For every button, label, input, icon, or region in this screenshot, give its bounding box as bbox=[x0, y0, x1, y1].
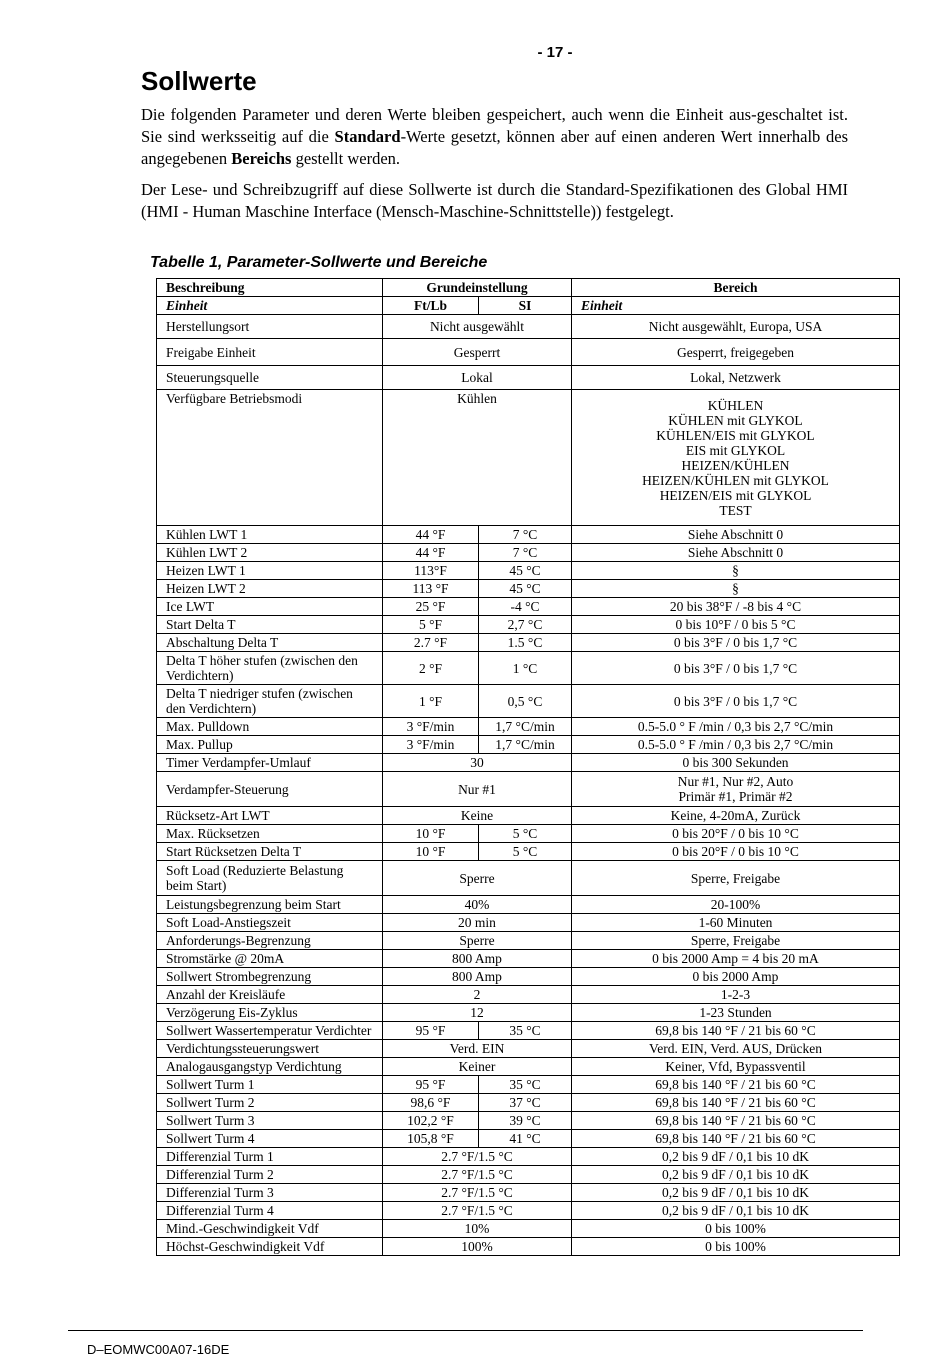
range-value: Gesperrt, freigegeben bbox=[572, 339, 900, 366]
range-value: 0 bis 10°F / 0 bis 5 °C bbox=[572, 616, 900, 634]
range-value: Sperre, Freigabe bbox=[572, 861, 900, 896]
range-value: Siehe Abschnitt 0 bbox=[572, 544, 900, 562]
table-caption: Tabelle 1, Parameter-Sollwerte und Bereiche bbox=[150, 254, 488, 271]
document-code: D–EOMWC00A07-16DE bbox=[87, 1342, 230, 1357]
range-value: 69,8 bis 140 °F / 21 bis 60 °C bbox=[572, 1076, 900, 1094]
table-row bbox=[157, 807, 900, 825]
parameter-name: Verzögerung Eis-Zyklus bbox=[157, 1004, 383, 1022]
table-row bbox=[157, 562, 900, 580]
default-value: Nicht ausgewählt bbox=[383, 315, 572, 339]
table-row bbox=[157, 968, 900, 986]
range-value: Keine, 4-20mA, Zurück bbox=[572, 807, 900, 825]
range-value: 0,2 bis 9 dF / 0,1 bis 10 dK bbox=[572, 1184, 900, 1202]
range-value: 0 bis 100% bbox=[572, 1220, 900, 1238]
header-description: Beschreibung bbox=[157, 279, 383, 297]
parameter-name: Start Delta T bbox=[157, 616, 383, 634]
range-value: Nur #1, Nur #2, Auto Primär #1, Primär #2 bbox=[572, 772, 900, 807]
parameter-name: Kühlen LWT 2 bbox=[157, 544, 383, 562]
default-ftlb: 44 °F bbox=[383, 544, 479, 562]
range-value: 0.5-5.0 ° F /min / 0,3 bis 2,7 °C/min bbox=[572, 718, 900, 736]
unit-range: Einheit bbox=[572, 297, 900, 315]
default-si: 5 °C bbox=[479, 825, 572, 843]
default-value: Verd. EIN bbox=[383, 1040, 572, 1058]
parameter-name: Höchst-Geschwindigkeit Vdf bbox=[157, 1238, 383, 1256]
default-si: 7 °C bbox=[479, 544, 572, 562]
default-ftlb: 5 °F bbox=[383, 616, 479, 634]
unit-ftlb: Ft/Lb bbox=[383, 297, 479, 315]
table-row bbox=[157, 526, 900, 544]
parameter-name: Start Rücksetzen Delta T bbox=[157, 843, 383, 861]
parameter-name: Delta T höher stufen (zwischen den Verdichtern) bbox=[157, 652, 383, 685]
default-si: 7 °C bbox=[479, 526, 572, 544]
range-value: 1-23 Stunden bbox=[572, 1004, 900, 1022]
parameter-name: Leistungsbegrenzung beim Start bbox=[157, 896, 383, 914]
table-row bbox=[157, 950, 900, 968]
table-row bbox=[157, 772, 900, 807]
table-header-row bbox=[157, 279, 900, 297]
table-row bbox=[157, 1094, 900, 1112]
range-value: 0 bis 20°F / 0 bis 10 °C bbox=[572, 843, 900, 861]
range-value: 69,8 bis 140 °F / 21 bis 60 °C bbox=[572, 1022, 900, 1040]
default-value: Nur #1 bbox=[383, 772, 572, 807]
default-ftlb: 105,8 °F bbox=[383, 1130, 479, 1148]
parameter-name: Analogausgangstyp Verdichtung bbox=[157, 1058, 383, 1076]
default-value: 10% bbox=[383, 1220, 572, 1238]
default-si: 41 °C bbox=[479, 1130, 572, 1148]
default-si: 45 °C bbox=[479, 562, 572, 580]
default-value: Sperre bbox=[383, 861, 572, 896]
table-row bbox=[157, 1166, 900, 1184]
default-ftlb: 44 °F bbox=[383, 526, 479, 544]
access-paragraph: Der Lese- und Schreibzugriff auf diese Sollwerte ist durch die Standard-Spezifikationen des Global HMI (HMI - Human Maschine Interface (Mensch-Maschine-Schnittstelle)) festgelegt. bbox=[141, 180, 848, 221]
table-row bbox=[157, 825, 900, 843]
range-value: 0 bis 2000 Amp bbox=[572, 968, 900, 986]
default-value: 100% bbox=[383, 1238, 572, 1256]
parameter-name: Rücksetz-Art LWT bbox=[157, 807, 383, 825]
default-value: 40% bbox=[383, 896, 572, 914]
table-row bbox=[157, 634, 900, 652]
default-ftlb: 113 °F bbox=[383, 580, 479, 598]
default-value: 30 bbox=[383, 754, 572, 772]
table-row bbox=[157, 1184, 900, 1202]
default-value: 20 min bbox=[383, 914, 572, 932]
table-row bbox=[157, 315, 900, 339]
default-value: 800 Amp bbox=[383, 968, 572, 986]
range-value: 0,2 bis 9 dF / 0,1 bis 10 dK bbox=[572, 1148, 900, 1166]
default-value: Sperre bbox=[383, 932, 572, 950]
parameter-name: Sollwert Strombegrenzung bbox=[157, 968, 383, 986]
table-unit-row bbox=[157, 297, 900, 315]
intro-text-d: Bereichs bbox=[231, 149, 292, 168]
range-value: 20 bis 38°F / -8 bis 4 °C bbox=[572, 598, 900, 616]
range-value: Nicht ausgewählt, Europa, USA bbox=[572, 315, 900, 339]
table-row bbox=[157, 1148, 900, 1166]
intro-text-c: -Werte gesetzt, können aber auf einen anderen Wert innerhalb des angegebenen bbox=[141, 127, 848, 168]
table-row bbox=[157, 652, 900, 685]
default-ftlb: 102,2 °F bbox=[383, 1112, 479, 1130]
range-value: 69,8 bis 140 °F / 21 bis 60 °C bbox=[572, 1094, 900, 1112]
intro-text-a: Die folgenden Parameter und deren Werte bleiben gespeichert, auch wenn die Einheit aus-geschaltet ist. Sie sind werksseitig auf die bbox=[141, 105, 848, 146]
range-value: § bbox=[572, 580, 900, 598]
default-value: Lokal bbox=[383, 366, 572, 390]
table-row bbox=[157, 1202, 900, 1220]
table-row bbox=[157, 339, 900, 366]
default-ftlb: 2.7 °F bbox=[383, 634, 479, 652]
parameter-name: Soft Load (Reduzierte Belastung beim Start) bbox=[157, 861, 383, 896]
table-row bbox=[157, 896, 900, 914]
default-ftlb: 95 °F bbox=[383, 1022, 479, 1040]
default-ftlb: 10 °F bbox=[383, 843, 479, 861]
default-value: Gesperrt bbox=[383, 339, 572, 366]
range-value: 20-100% bbox=[572, 896, 900, 914]
default-ftlb: 1 °F bbox=[383, 685, 479, 718]
range-value: 69,8 bis 140 °F / 21 bis 60 °C bbox=[572, 1130, 900, 1148]
parameter-name: Max. Pullup bbox=[157, 736, 383, 754]
range-value: § bbox=[572, 562, 900, 580]
unit-si: SI bbox=[479, 297, 572, 315]
default-si: 5 °C bbox=[479, 843, 572, 861]
table-row bbox=[157, 544, 900, 562]
default-si: 39 °C bbox=[479, 1112, 572, 1130]
parameter-name: Abschaltung Delta T bbox=[157, 634, 383, 652]
range-value: KÜHLEN KÜHLEN mit GLYKOL KÜHLEN/EIS mit GLYKOL EIS mit GLYKOL HEIZEN/KÜHLEN HEIZEN/KÜHLEN mit GLYKOL HEIZEN/EIS mit GLYKOL TEST bbox=[572, 390, 900, 526]
table-row bbox=[157, 616, 900, 634]
header-default: Grundeinstellung bbox=[383, 279, 572, 297]
table-row bbox=[157, 736, 900, 754]
default-value: Kühlen bbox=[383, 390, 572, 526]
table-row bbox=[157, 366, 900, 390]
parameter-name: Max. Rücksetzen bbox=[157, 825, 383, 843]
parameter-name: Differenzial Turm 4 bbox=[157, 1202, 383, 1220]
table-row bbox=[157, 1238, 900, 1256]
range-value: Keiner, Vfd, Bypassventil bbox=[572, 1058, 900, 1076]
range-value: 0,2 bis 9 dF / 0,1 bis 10 dK bbox=[572, 1202, 900, 1220]
parameter-name: Differenzial Turm 3 bbox=[157, 1184, 383, 1202]
table-row bbox=[157, 861, 900, 896]
default-value: Keine bbox=[383, 807, 572, 825]
table-row bbox=[157, 1220, 900, 1238]
parameter-name: Differenzial Turm 1 bbox=[157, 1148, 383, 1166]
table-row bbox=[157, 685, 900, 718]
default-ftlb: 2 °F bbox=[383, 652, 479, 685]
default-ftlb: 25 °F bbox=[383, 598, 479, 616]
parameter-name: Mind.-Geschwindigkeit Vdf bbox=[157, 1220, 383, 1238]
range-value: Siehe Abschnitt 0 bbox=[572, 526, 900, 544]
table-row bbox=[157, 1040, 900, 1058]
range-value: 0,2 bis 9 dF / 0,1 bis 10 dK bbox=[572, 1166, 900, 1184]
table-row bbox=[157, 932, 900, 950]
parameter-name: Verdampfer-Steuerung bbox=[157, 772, 383, 807]
parameter-name: Max. Pulldown bbox=[157, 718, 383, 736]
parameter-name: Heizen LWT 2 bbox=[157, 580, 383, 598]
default-ftlb: 3 °F/min bbox=[383, 718, 479, 736]
table-row bbox=[157, 718, 900, 736]
default-ftlb: 98,6 °F bbox=[383, 1094, 479, 1112]
default-value: 2.7 °F/1.5 °C bbox=[383, 1148, 572, 1166]
parameter-name: Freigabe Einheit bbox=[157, 339, 383, 366]
footer-rule bbox=[68, 1330, 863, 1331]
table-row bbox=[157, 1058, 900, 1076]
table-row bbox=[157, 580, 900, 598]
parameter-name: Verdichtungssteuerungswert bbox=[157, 1040, 383, 1058]
header-range: Bereich bbox=[572, 279, 900, 297]
range-value: 0 bis 100% bbox=[572, 1238, 900, 1256]
default-value: 800 Amp bbox=[383, 950, 572, 968]
parameter-name: Ice LWT bbox=[157, 598, 383, 616]
parameter-name: Delta T niedriger stufen (zwischen den Verdichtern) bbox=[157, 685, 383, 718]
page-number: - 17 - bbox=[537, 44, 573, 61]
default-ftlb: 3 °F/min bbox=[383, 736, 479, 754]
setpoint-table bbox=[156, 278, 900, 1256]
intro-paragraph bbox=[141, 104, 848, 170]
default-si: 1.5 °C bbox=[479, 634, 572, 652]
default-ftlb: 113°F bbox=[383, 562, 479, 580]
parameter-name: Anforderungs-Begrenzung bbox=[157, 932, 383, 950]
table-row bbox=[157, 754, 900, 772]
range-value: 0 bis 2000 Amp = 4 bis 20 mA bbox=[572, 950, 900, 968]
parameter-name: Differenzial Turm 2 bbox=[157, 1166, 383, 1184]
table-row bbox=[157, 1112, 900, 1130]
table-row bbox=[157, 1022, 900, 1040]
range-value: 69,8 bis 140 °F / 21 bis 60 °C bbox=[572, 1112, 900, 1130]
default-value: 2.7 °F/1.5 °C bbox=[383, 1184, 572, 1202]
table-row bbox=[157, 914, 900, 932]
range-value: 0 bis 3°F / 0 bis 1,7 °C bbox=[572, 634, 900, 652]
default-ftlb: 95 °F bbox=[383, 1076, 479, 1094]
parameter-name: Herstellungsort bbox=[157, 315, 383, 339]
range-value: 1-60 Minuten bbox=[572, 914, 900, 932]
parameter-name: Sollwert Turm 1 bbox=[157, 1076, 383, 1094]
default-si: 35 °C bbox=[479, 1076, 572, 1094]
table-row bbox=[157, 986, 900, 1004]
parameter-name: Verfügbare Betriebsmodi bbox=[157, 390, 383, 526]
parameter-name: Kühlen LWT 1 bbox=[157, 526, 383, 544]
table-row bbox=[157, 1004, 900, 1022]
intro-text-b: Standard bbox=[334, 127, 401, 146]
range-value: 0 bis 3°F / 0 bis 1,7 °C bbox=[572, 685, 900, 718]
default-value: 2.7 °F/1.5 °C bbox=[383, 1202, 572, 1220]
parameter-name: Heizen LWT 1 bbox=[157, 562, 383, 580]
default-value: 2.7 °F/1.5 °C bbox=[383, 1166, 572, 1184]
table-row bbox=[157, 1130, 900, 1148]
table-row bbox=[157, 1076, 900, 1094]
default-si: 37 °C bbox=[479, 1094, 572, 1112]
parameter-name: Soft Load-Anstiegszeit bbox=[157, 914, 383, 932]
default-value: Keiner bbox=[383, 1058, 572, 1076]
parameter-name: Sollwert Turm 2 bbox=[157, 1094, 383, 1112]
parameter-name: Stromstärke @ 20mA bbox=[157, 950, 383, 968]
parameter-name: Sollwert Turm 3 bbox=[157, 1112, 383, 1130]
default-si: 35 °C bbox=[479, 1022, 572, 1040]
parameter-name: Sollwert Wassertemperatur Verdichter bbox=[157, 1022, 383, 1040]
default-si: 0,5 °C bbox=[479, 685, 572, 718]
range-value: Sperre, Freigabe bbox=[572, 932, 900, 950]
table-row bbox=[157, 390, 900, 526]
default-si: 1,7 °C/min bbox=[479, 718, 572, 736]
unit-label: Einheit bbox=[157, 297, 383, 315]
range-value: 0 bis 300 Sekunden bbox=[572, 754, 900, 772]
range-value: Lokal, Netzwerk bbox=[572, 366, 900, 390]
section-heading: Sollwerte bbox=[141, 66, 257, 96]
parameter-name: Steuerungsquelle bbox=[157, 366, 383, 390]
range-value: 0 bis 20°F / 0 bis 10 °C bbox=[572, 825, 900, 843]
default-si: -4 °C bbox=[479, 598, 572, 616]
range-value: 0.5-5.0 ° F /min / 0,3 bis 2,7 °C/min bbox=[572, 736, 900, 754]
default-value: 2 bbox=[383, 986, 572, 1004]
default-value: 12 bbox=[383, 1004, 572, 1022]
range-value: Verd. EIN, Verd. AUS, Drücken bbox=[572, 1040, 900, 1058]
default-si: 45 °C bbox=[479, 580, 572, 598]
default-ftlb: 10 °F bbox=[383, 825, 479, 843]
default-si: 2,7 °C bbox=[479, 616, 572, 634]
range-value: 0 bis 3°F / 0 bis 1,7 °C bbox=[572, 652, 900, 685]
table-row bbox=[157, 598, 900, 616]
parameter-name: Sollwert Turm 4 bbox=[157, 1130, 383, 1148]
intro-text-e: gestellt werden. bbox=[291, 149, 401, 168]
range-value: 1-2-3 bbox=[572, 986, 900, 1004]
default-si: 1,7 °C/min bbox=[479, 736, 572, 754]
parameter-name: Timer Verdampfer-Umlauf bbox=[157, 754, 383, 772]
parameter-name: Anzahl der Kreisläufe bbox=[157, 986, 383, 1004]
table-row bbox=[157, 843, 900, 861]
default-si: 1 °C bbox=[479, 652, 572, 685]
